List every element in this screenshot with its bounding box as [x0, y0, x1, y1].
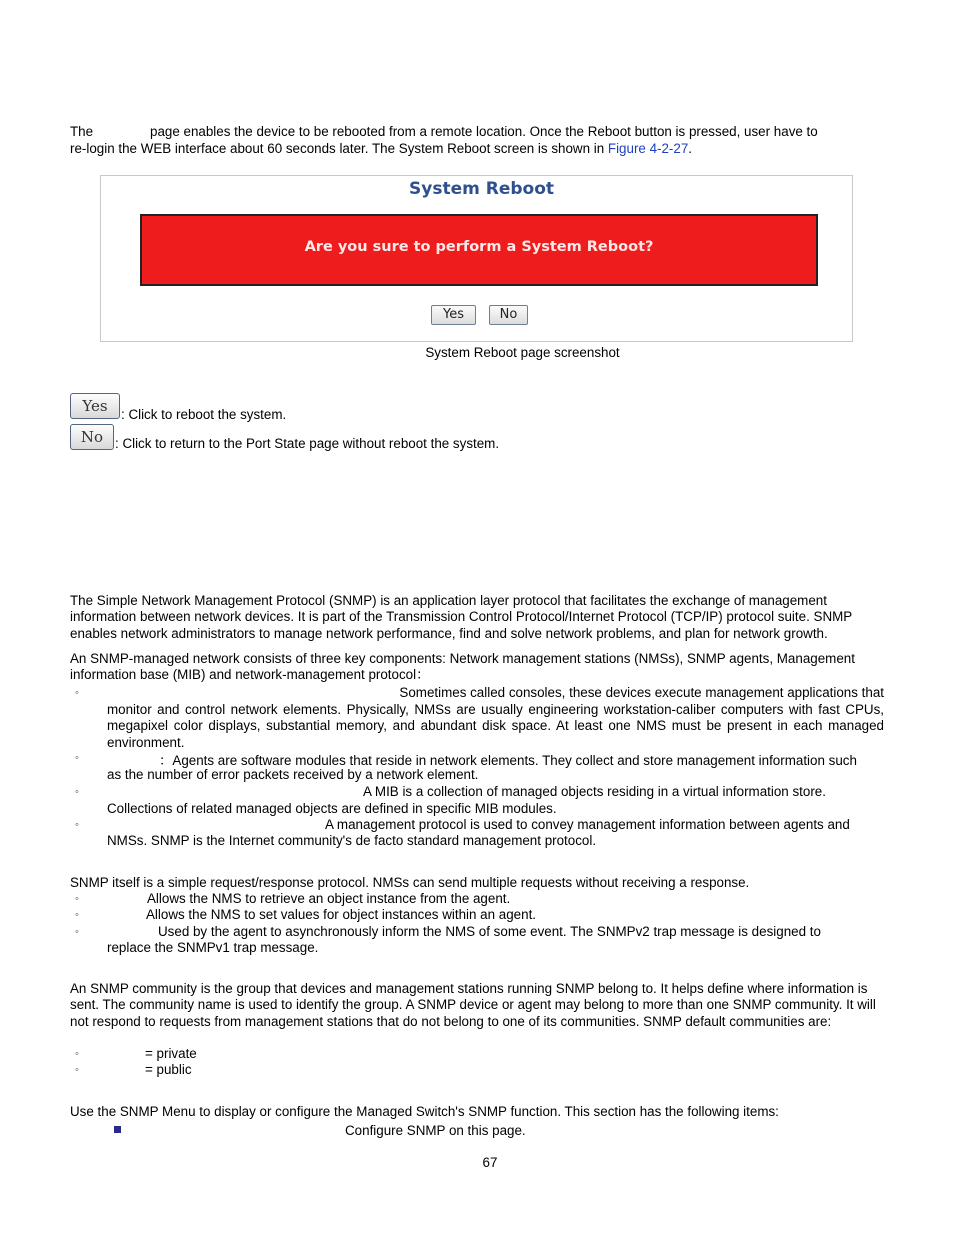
- menu-item-snmp-setting-desc: Configure SNMP on this page.: [345, 1123, 526, 1138]
- component-agent-line1: ：Agents are software modules that reside in network elements. They collect and store management information such: [159, 753, 857, 768]
- yes-description: : Click to reboot the system.: [121, 407, 287, 422]
- no-button-icon: No: [70, 424, 114, 450]
- figure-link[interactable]: Figure 4-2-27: [607, 141, 689, 156]
- bullet-icon: ◦: [75, 786, 79, 798]
- intro-line-2-end: .: [688, 141, 693, 156]
- component-mib-line1: A MIB is a collection of managed objects residing in a virtual information store.: [363, 784, 826, 799]
- intro-line-2: [70, 141, 692, 156]
- community-paragraph: An SNMP community is the group that devices and management stations running SNMP belong to. It helps define where information is sent. The community name is used to identify the group. A SNMP device or agent may belong to more than one SNMP community. It will not respond to requests from management stations that do not belong to one of its communities. SNMP default communities are:: [70, 981, 876, 1029]
- bullet-icon: ◦: [75, 1048, 79, 1060]
- component-mib-rest: Collections of related managed objects are defined in specific MIB modules.: [107, 801, 557, 816]
- menu-intro: Use the SNMP Menu to display or configure the Managed Switch's SNMP function. This section has the following items:: [70, 1104, 779, 1119]
- reboot-alert-box: [140, 214, 818, 286]
- intro-line-2-text: re-login the WEB interface about 60 seconds later. The System Reboot screen is shown in: [70, 141, 608, 156]
- system-reboot-screenshot: [100, 175, 853, 342]
- intro-line-1: page enables the device to be rebooted from a remote location. Once the Reboot button is pressed, user have to: [150, 124, 818, 139]
- bullet-icon: ◦: [75, 819, 79, 831]
- operation-set: Allows the NMS to set values for object instances within an agent.: [146, 907, 537, 922]
- operation-trap-rest: replace the SNMPv1 trap message.: [107, 940, 319, 955]
- intro-word-the: The: [70, 124, 94, 139]
- bullet-icon: ◦: [75, 1064, 79, 1076]
- component-protocol-rest: NMSs. SNMP is the Internet community's de facto standard management protocol.: [107, 833, 597, 848]
- no-description: : Click to return to the Port State page without reboot the system.: [115, 436, 500, 451]
- component-agent-rest: as the number of error packets received by a network element.: [107, 767, 479, 782]
- snmp-intro-paragraph: The Simple Network Management Protocol (SNMP) is an application layer protocol that facilitates the exchange of management information between network devices. It is part of the Transmission Control Protocol/Internet Protocol (TCP/IP) protocol suite. SNMP enables network administrators to manage network performance, find and solve network problems, and plan for network growth.: [70, 593, 852, 641]
- community-private: = private: [145, 1046, 197, 1061]
- figure-caption: System Reboot page screenshot: [425, 345, 620, 360]
- square-bullet-icon: [114, 1126, 121, 1133]
- page-number: 67: [482, 1155, 498, 1170]
- operation-trap-line1: Used by the agent to asynchronously inform the NMS of some event. The SNMPv2 trap message is designed to: [158, 924, 821, 939]
- bullet-icon: ◦: [75, 926, 79, 938]
- bullet-icon: ◦: [75, 909, 79, 921]
- community-public: = public: [145, 1062, 192, 1077]
- components-intro: An SNMP-managed network consists of three key components: Network management stations (NMSs), SNMP agents, Management information base (MIB) and network-management protocol：: [70, 651, 855, 683]
- bullet-icon: ◦: [75, 893, 79, 905]
- operation-get: Allows the NMS to retrieve an object instance from the agent.: [147, 891, 511, 906]
- no-button[interactable]: No: [489, 305, 528, 325]
- yes-button-icon: Yes: [70, 393, 120, 419]
- component-nms-line1: Sometimes called consoles, these devices execute management applications that: [399, 685, 884, 700]
- component-protocol-line1: A management protocol is used to convey management information between agents and: [325, 817, 850, 832]
- yes-button[interactable]: Yes: [431, 305, 476, 325]
- component-nms-rest: monitor and control network elements. Physically, NMSs are usually engineering workstation-caliber computers with fast CPUs, megapixel color displays, substantial memory, and abundant disk space. At least one NMS must be present in each managed environment.: [107, 702, 884, 750]
- bullet-icon: ◦: [75, 687, 79, 699]
- screenshot-title: System Reboot: [409, 179, 555, 199]
- protocol-intro: SNMP itself is a simple request/response protocol. NMSs can send multiple requests without receiving a response.: [70, 875, 750, 890]
- bullet-icon: ◦: [75, 752, 79, 764]
- reboot-alert-text: Are you sure to perform a System Reboot?: [304, 239, 654, 255]
